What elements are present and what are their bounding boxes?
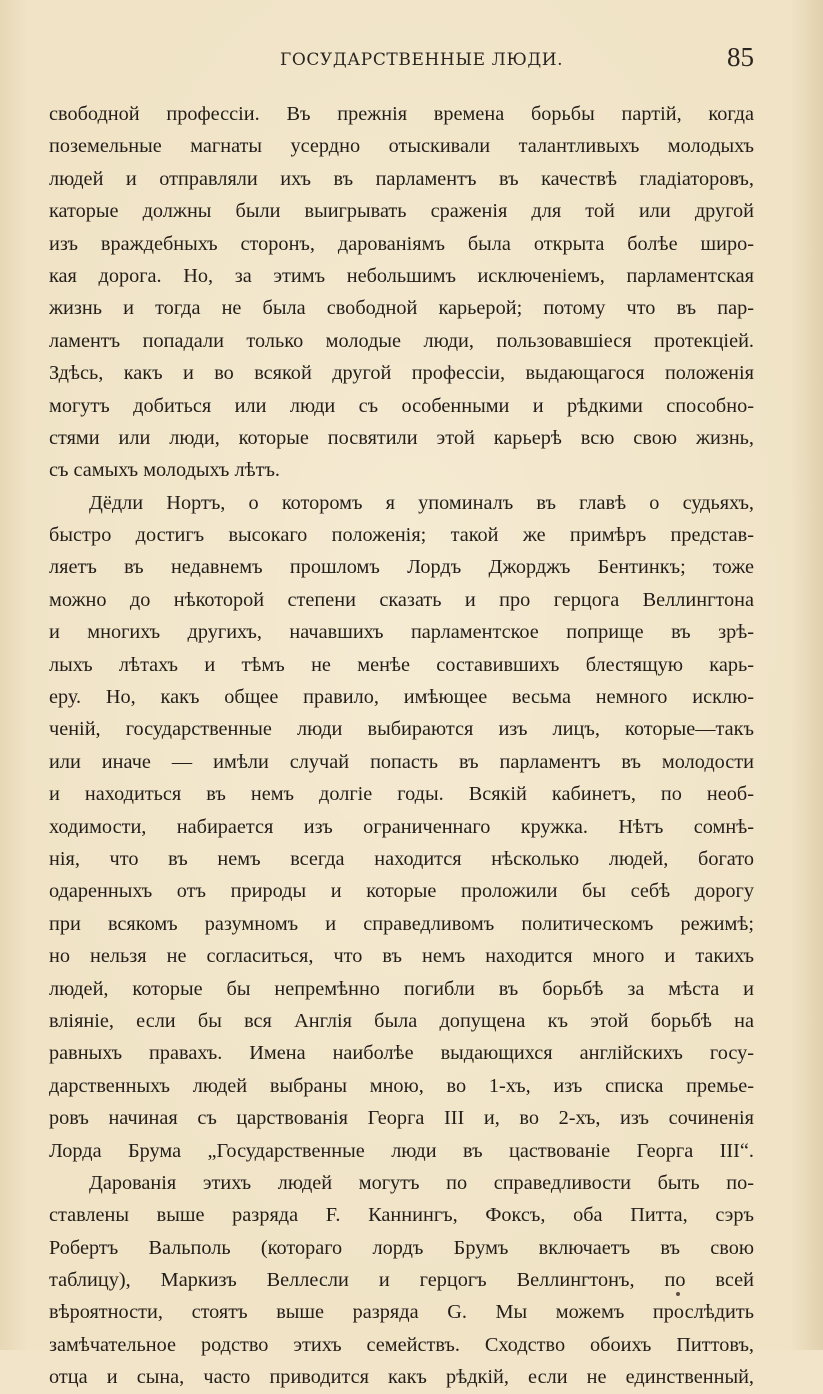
- page-number: 85: [727, 42, 754, 72]
- text-line: каторые должны были выигрывать сраженія для той или другой: [49, 200, 754, 223]
- text-line: замѣчательное родство этихъ семействъ. Сходство обоихъ Питтовъ,: [49, 1333, 754, 1356]
- text-line: свободной профессіи. Въ прежнія времена борьбы партій, когда: [49, 103, 754, 125]
- text-line: поземельные магнаты усердно отыскивали талантливыхъ молодыхъ: [49, 135, 754, 158]
- text-line: ходимости, набирается изъ ограниченнаго кружка. Нѣтъ сомнѣ-: [49, 815, 754, 838]
- text-line: отца и сына, часто приводится какъ рѣдкій, если не единственный,: [49, 1366, 754, 1389]
- text-line: жизнь и тогда не была свободной карьерой; потому что въ пар-: [49, 297, 754, 320]
- paragraph-end-line: Лорда Брума „Государственные люди въ цаствованіе Георга III“.: [49, 1139, 754, 1162]
- text-line: ровъ начиная съ царствованія Георга III и, во 2-хъ, изъ сочиненія: [49, 1107, 754, 1130]
- text-line: таблицу), Маркизъ Веллесли и герцогъ Веллингтонъ, по всей: [49, 1269, 754, 1292]
- text-line: но нельзя не согласиться, что въ немъ находится много и такихъ: [49, 945, 754, 968]
- text-line: при всякомъ разумномъ и справедливомъ политическомъ режимѣ;: [49, 912, 754, 935]
- paragraph-start-line: Дёдли Нортъ, о которомъ я упоминалъ въ главѣ о судьяхъ,: [89, 491, 754, 514]
- text-line: изъ враждебныхъ сторонъ, дарованіямъ была открыта болѣе широ-: [49, 232, 754, 255]
- text-line: одаренныхъ отъ природы и которые проложили бы себѣ дорогу: [49, 880, 754, 903]
- text-line: можно до нѣкоторой степени сказать и про герцога Веллингтона: [49, 588, 754, 611]
- text-line: ченій, государственные люди выбираются изъ лицъ, которые—такъ: [49, 718, 754, 741]
- text-line: Здѣсь, какъ и во всякой другой профессіи, выдающагося положенія: [49, 362, 754, 385]
- text-line: лыхъ лѣтахъ и тѣмъ не менѣе составившихъ блестящую карь-: [49, 653, 754, 676]
- text-line: ляетъ въ недавнемъ прошломъ Лордъ Джорджъ Бентинкъ; тоже: [49, 556, 754, 579]
- page-header: [48, 42, 758, 78]
- text-line: людей и отправляли ихъ въ парламентъ въ качествѣ гладіаторовъ,: [49, 167, 754, 190]
- text-line: людей, которые бы непремѣнно погибли въ борьбѣ за мѣста и: [49, 977, 754, 1000]
- text-line: ламентъ попадали только молодые люди, пользовавшіеся протекціей.: [49, 329, 754, 352]
- text-line: кая дорога. Но, за этимъ небольшимъ исключеніемъ, парламентская: [49, 264, 754, 287]
- text-line: равныхъ правахъ. Имена наиболѣе выдающихся англійскихъ госу-: [49, 1042, 754, 1065]
- ink-speck: [676, 1292, 680, 1296]
- paragraph-end-line: съ самыхъ молодыхъ лѣтъ.: [49, 459, 281, 482]
- paragraph-start-line: Дарованія этихъ людей могутъ по справедливости быть по-: [89, 1171, 754, 1194]
- text-line: могутъ добиться или люди съ особенными и рѣдкими способно-: [49, 394, 754, 417]
- text-line: или иначе — имѣли случай попасть въ парламентъ въ молодости: [49, 750, 754, 773]
- text-line: и многихъ другихъ, начавшихъ парламентское поприще въ зрѣ-: [49, 621, 754, 644]
- text-line: нія, что въ немъ всегда находится нѣсколько людей, богато: [49, 847, 754, 870]
- text-line: и находиться въ немъ долгіе годы. Всякій кабинетъ, по необ-: [49, 783, 754, 806]
- text-line: вѣроятности, стоятъ выше разряда G. Мы можемъ прослѣдить: [49, 1301, 754, 1324]
- text-line: ставлены выше разряда F. Каннингъ, Фоксъ, оба Питта, сэръ: [49, 1204, 754, 1227]
- text-line: еру. Но, какъ общее правило, имѣющее весьма немного исклю-: [49, 686, 754, 709]
- text-line: стями или люди, которые посвятили этой карьерѣ всю свою жизнь,: [49, 426, 754, 449]
- text-line: быстро достигъ высокаго положенія; такой же примѣръ представ-: [49, 524, 754, 547]
- text-line: вліяніе, если бы вся Англія была допущена къ этой борьбѣ на: [49, 1009, 754, 1032]
- text-line: дарственныхъ людей выбраны мною, во 1-хъ, изъ списка премье-: [49, 1074, 754, 1097]
- running-head: ГОСУДАРСТВЕННЫЕ ЛЮДИ.: [280, 50, 564, 70]
- body-text: [49, 98, 754, 1394]
- text-line: Робертъ Вальполь (котораго лордъ Брумъ включаетъ въ свою: [49, 1236, 754, 1259]
